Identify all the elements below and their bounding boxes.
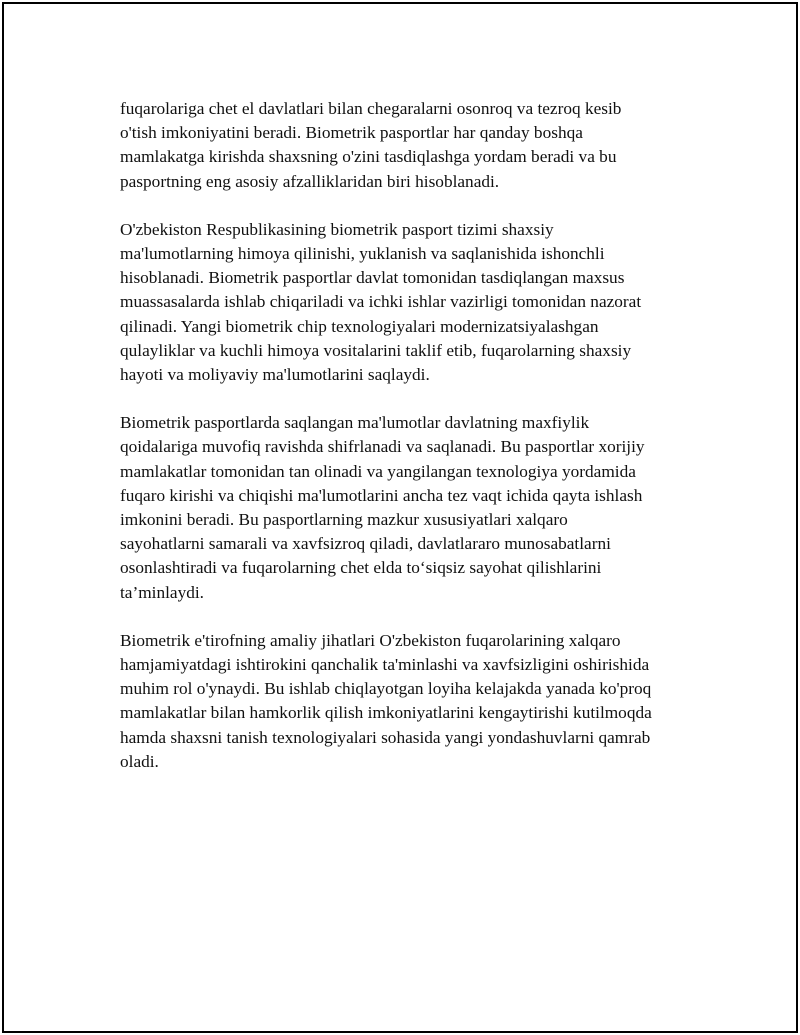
document-page	[2, 2, 798, 1033]
paragraph-4: Biometrik e'tirofning amaliy jihatlari O'zbekiston fuqarolarining xalqaro hamjamiyatdagi ishtirokini qanchalik ta'minlashi va xavfsizligini oshirishida muhim rol o'ynaydi. Bu ishlab chiqlayotgan loyiha kelajakda yanada ko'proq mamlakatlar bilan hamkorlik qilish imkoniyatlarini kengaytirishi kutilmoqda hamda shaxsni tanish texnologiyalari sohasida yangi yondashuvlarni qamrab oladi.	[120, 630, 652, 771]
paragraph-2: O'zbekiston Respublikasining biometrik pasport tizimi shaxsiy ma'lumotlarning himoya qilinishi, yuklanish va saqlanishida ishonchli hisoblanadi. Biometrik pasportlar davlat tomonidan tasdiqlangan maxsus muassasalarda ishlab chiqariladi va ichki ishlar vazirligi tomonidan nazorat qilinadi. Yangi biometrik chip texnologiyalari modernizatsiyalashgan qulayliklar va kuchli himoya vositalarini taklif etib, fuqarolarning shaxsiy hayoti va moliyaviy ma'lumotlarini saqlaydi.	[120, 219, 642, 385]
paragraph-3: Biometrik pasportlarda saqlangan ma'lumotlar davlatning maxfiylik qoidalariga muvofiq ravishda shifrlanadi va saqlanadi. Bu pasportlar xorijiy mamlakatlar tomonidan tan olinadi va yangilangan texnologiya yordamida fuqaro kirishi va chiqishi ma'lumotlarini ancha tez vaqt ichida qayta ishlash imkonini beradi. Bu pasportlarning mazkur xususiyatlari xalqaro sayohatlarni samarali va xavfsizroq qiladi, davlatlararo munosabatlarni osonlashtiradi va fuqarolarning chet elda to‘siqsiz sayohat qilishlarini ta’minlaydi.	[120, 413, 645, 602]
document-body	[120, 97, 710, 798]
paragraph-1: fuqarolariga chet el davlatlari bilan chegaralarni osonroq va tezroq kesib o'tish imkoniyatini beradi. Biometrik pasportlar har qanday boshqa mamlakatga kirishda shaxsning o'zini tasdiqlashga yordam beradi va bu pasportning eng asosiy afzalliklaridan biri hisoblanadi.	[120, 99, 622, 191]
